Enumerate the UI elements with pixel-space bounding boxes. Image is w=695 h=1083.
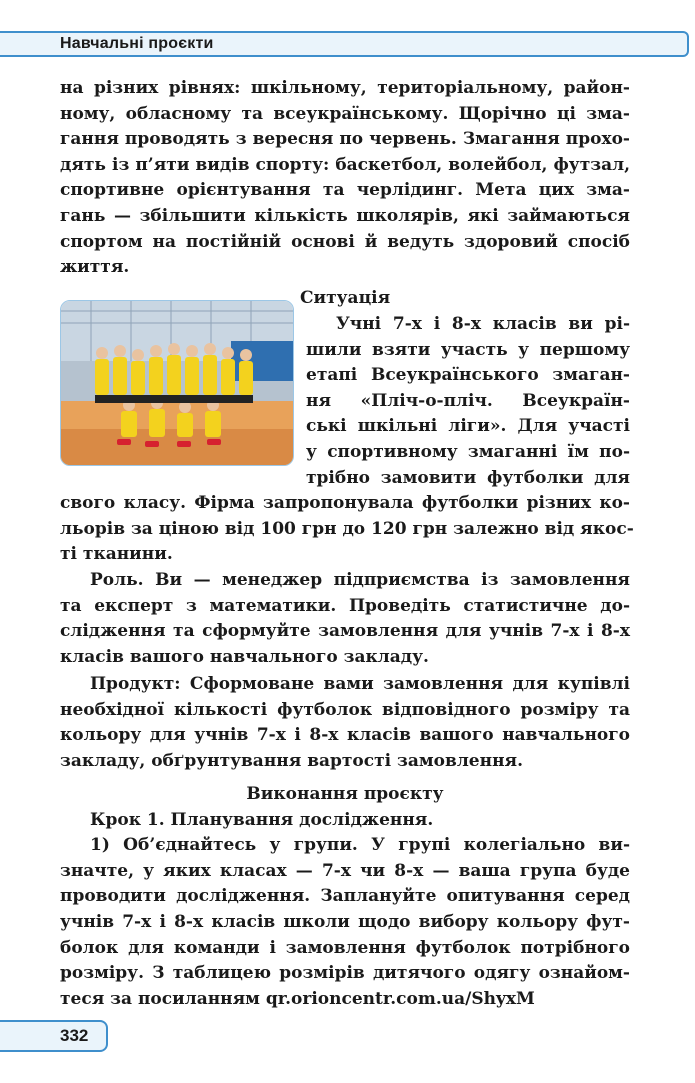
text-line: льорів за ціною від 100 грн до 120 грн залежно від якос- (60, 518, 634, 539)
text-line: у спортивному змаганні їм по- (306, 441, 630, 462)
running-header: Навчальні проєкти (60, 35, 214, 52)
page-number: 332 (60, 1026, 89, 1045)
role-term: Роль. (90, 570, 144, 590)
text-line: Учні 7-х і 8-х класів ви рі- (336, 314, 630, 334)
text-line: слідження та сформуйте замовлення для учнів 7-х і 8-х (60, 621, 630, 642)
text-line: гань — збільшити кількість школярів, які займаються (60, 205, 630, 226)
text-line: гання проводять з вересня по червень. Змагання прохо- (60, 129, 630, 150)
intro-paragraph (60, 76, 630, 281)
text-line: шили взяти участь у першому (306, 339, 630, 360)
text-line: учнів 7-х і 8-х класів школи щодо вибору кольору фут- (60, 911, 630, 932)
text-line: та експерт з математики. Проведіть статистичне до- (60, 595, 630, 616)
text-line: спортом на постійній основі й ведуть здоровий спосіб (60, 231, 630, 252)
situation-side-text (306, 312, 630, 491)
text-line: теся за посиланням qr.orioncentr.com.ua/ShyxM (60, 988, 535, 1009)
text-line: ня «Пліч-о-пліч. Всеукраїн- (306, 390, 630, 411)
text-line: ному, обласному та всеукраїнському. Щорічно ці зма- (60, 103, 630, 124)
text-line: класів вашого навчального закладу. (60, 646, 429, 667)
text-line: ські шкільні ліги». Для участі (306, 416, 630, 437)
text-line: болок для команди і замовлення футболок потрібного (60, 937, 630, 958)
text-line: на різних рівнях: шкільному, територіальному, район- (60, 78, 630, 98)
role-text: Ви — менеджер підприємства із замовлення (143, 570, 630, 590)
role-paragraph (60, 568, 630, 670)
execution-section (60, 782, 630, 1012)
product-text: Сформоване вами замовлення для купівлі (180, 674, 630, 694)
team-photo (60, 300, 294, 466)
section-heading: Ситуація (300, 288, 391, 308)
text-line: проводити дослідження. Заплануйте опитування серед (60, 886, 630, 907)
text-line: закладу, обґрунтування вартості замовлення. (60, 750, 523, 771)
text-line: ті тканини. (60, 544, 173, 565)
text-line: 1) Об’єднайтесь у групи. У групі колегіально ви- (90, 835, 630, 856)
text-line: значте, у яких класах — 7-х чи 8-х — ваша група буде (60, 860, 630, 881)
page-number-box (0, 1020, 108, 1052)
text-line: свого класу. Фірма запропонувала футболки різних ко- (60, 493, 630, 513)
text-line: розміру. З таблицею розмірів дитячого одягу ознайом- (60, 963, 630, 984)
text-line (60, 672, 630, 698)
text-line: спортивне орієнтування та черлідинг. Мета цих зма- (60, 180, 630, 201)
step-heading: Крок 1. Планування дослідження. (90, 809, 434, 830)
section-heading: Виконання проєкту (246, 784, 444, 804)
text-line: життя. (60, 257, 130, 278)
product-term: Продукт: (90, 674, 181, 694)
situation-full-text (60, 491, 634, 568)
text-line: етапі Всеукраїнського змаган- (306, 365, 630, 386)
product-paragraph (60, 672, 630, 774)
text-line: дять із п’яти видів спорту: баскетбол, волейбол, футзал, (60, 154, 630, 175)
text-line: кольору для учнів 7-х і 8-х класів вашого навчального (60, 725, 630, 746)
text-line: трібно замовити футболки для (306, 467, 630, 488)
situation-heading (60, 286, 630, 312)
text-line: необхідної кількості футболок відповідного розміру та (60, 699, 630, 720)
text-line (60, 568, 630, 594)
